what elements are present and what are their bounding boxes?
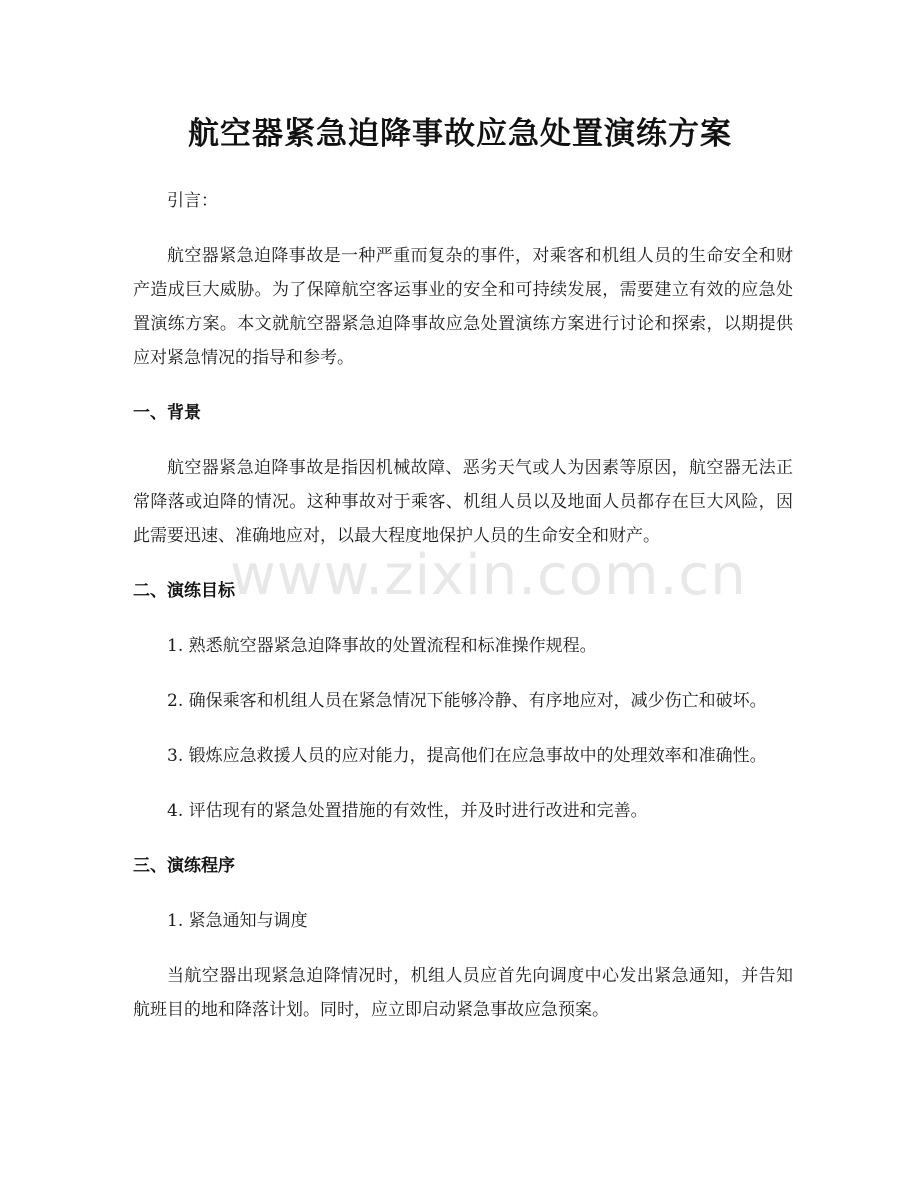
goal-item: 3. 锻炼应急救援人员的应对能力，提高他们在应急事故中的处理效率和准确性。 xyxy=(167,746,767,766)
document-title: 航空器紧急迫降事故应急处置演练方案 xyxy=(188,116,732,152)
goal-item: 1. 熟悉航空器紧急迫降事故的处置流程和标准操作规程。 xyxy=(167,636,597,656)
intro-paragraph: 航空器紧急迫降事故是一种严重而复杂的事件，对乘客和机组人员的生命安全和财产造成巨大威胁。为了保障航空客运事业的安全和可持续发展，需要建立有效的应急处置演练方案。本文就航空器紧急迫降事故应急处置演练方案进行讨论和探索，以期提供应对紧急情况的指导和参考。 xyxy=(133,246,793,368)
procedure-paragraph: 当航空器出现紧急迫降情况时，机组人员应首先向调度中心发出紧急通知，并告知航班目的地和降落计划。同时，应立即启动紧急事故应急预案。 xyxy=(133,966,793,1020)
section-heading-background: 一、背景 xyxy=(133,403,201,423)
section-heading-goals: 二、演练目标 xyxy=(133,581,235,601)
goal-item: 2. 确保乘客和机组人员在紧急情况下能够冷静、有序地应对，减少伤亡和破坏。 xyxy=(167,691,767,711)
intro-label: 引言： xyxy=(167,191,218,211)
section-heading-procedure: 三、演练程序 xyxy=(133,856,235,876)
goal-item: 4. 评估现有的紧急处置措施的有效性，并及时进行改进和完善。 xyxy=(167,801,648,821)
watermark-text: www.zixin.com.cn xyxy=(230,543,747,608)
document-body xyxy=(133,184,793,1048)
background-paragraph: 航空器紧急迫降事故是指因机械故障、恶劣天气或人为因素等原因，航空器无法正常降落或迫降的情况。这种事故对于乘客、机组人员以及地面人员都存在巨大风险，因此需要迅速、准确地应对，以最大程度地保护人员的生命安全和财产。 xyxy=(133,458,793,546)
procedure-subtitle: 1. 紧急通知与调度 xyxy=(167,911,308,931)
